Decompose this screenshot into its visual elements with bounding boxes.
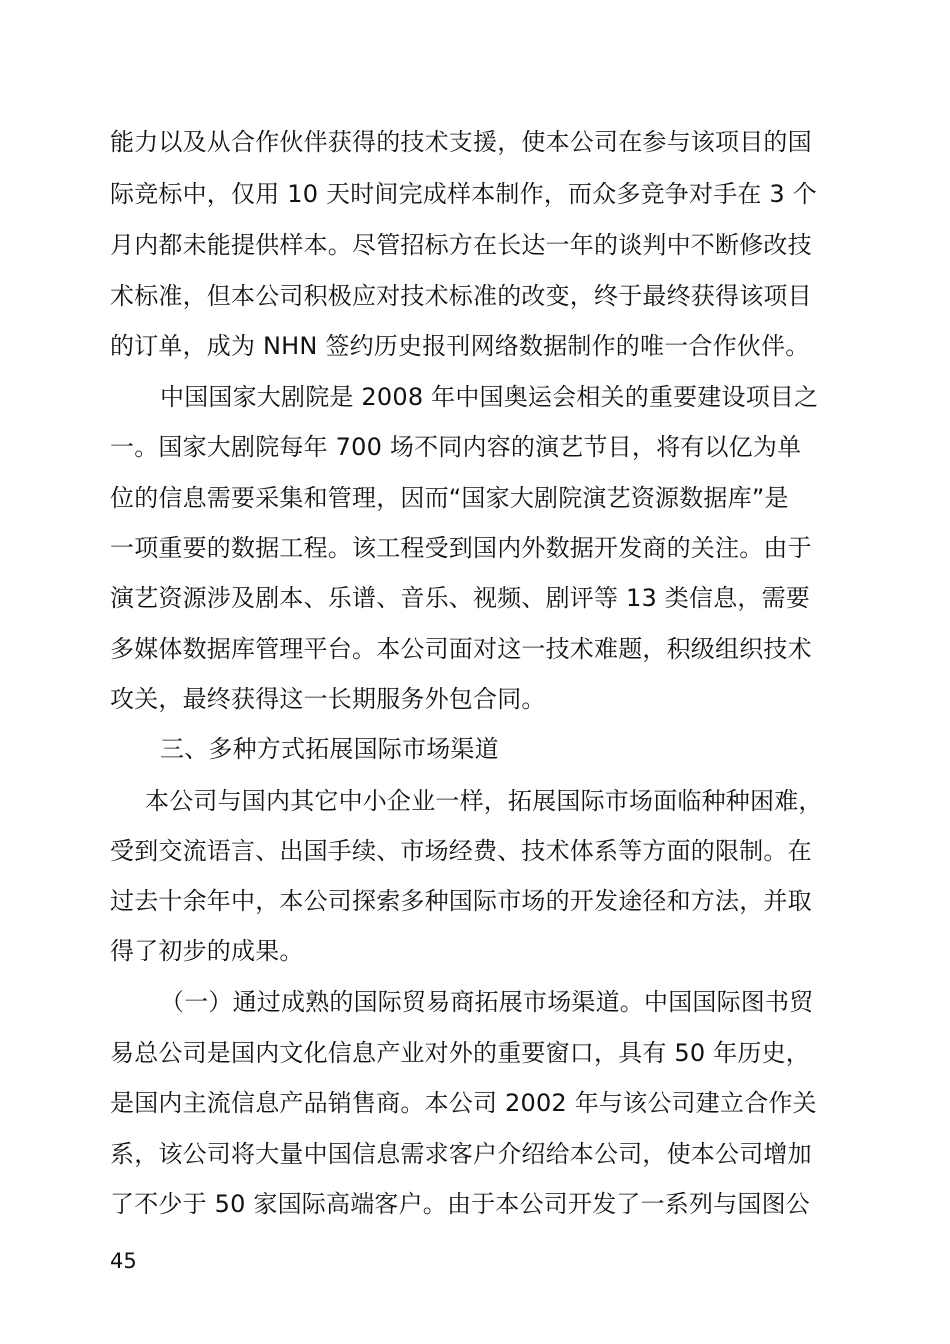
text-line: 术标准，但本公司积极应对技术标准的改变，终于最终获得该项目 — [110, 282, 812, 310]
paragraph-first-line: （一）通过成熟的国际贸易商拓展市场渠道。中国国际图书贸 — [160, 988, 814, 1016]
text-line: 一项重要的数据工程。该工程受到国内外数据开发商的关注。由于 — [110, 534, 812, 562]
text-line: 多媒体数据库管理平台。本公司面对这一技术难题，积级组织技术 — [110, 635, 812, 663]
text-line: 攻关，最终获得这一长期服务外包合同。 — [110, 685, 546, 713]
text-line: 演艺资源涉及剧本、乐谱、音乐、视频、剧评等 13 类信息，需要 — [110, 584, 810, 612]
text-line: 易总公司是国内文化信息产业对外的重要窗口，具有 50 年历史， — [110, 1039, 810, 1067]
text-line: 系，该公司将大量中国信息需求客户介绍给本公司，使本公司增加 — [110, 1140, 812, 1168]
paragraph-first-line: 本公司与国内其它中小企业一样，拓展国际市场面临种种困难， — [145, 787, 823, 815]
text-line: 际竞标中，仅用 10 天时间完成样本制作，而众多竞争对手在 3 个 — [110, 180, 817, 208]
text-line: 能力以及从合作伙伴获得的技术支援，使本公司在参与该项目的国 — [110, 128, 812, 156]
page-number: 45 — [110, 1249, 137, 1273]
section-heading: 三、多种方式拓展国际市场渠道 — [160, 735, 499, 763]
text-line: 得了初步的成果。 — [110, 937, 304, 965]
text-line: 受到交流语言、出国手续、市场经费、技术体系等方面的限制。在 — [110, 837, 812, 865]
text-line: 是国内主流信息产品销售商。本公司 2002 年与该公司建立合作关 — [110, 1089, 817, 1117]
text-line: 一。国家大剧院每年 700 场不同内容的演艺节目，将有以亿为单 — [110, 433, 802, 461]
paragraph-first-line: 中国国家大剧院是 2008 年中国奥运会相关的重要建设项目之 — [160, 383, 819, 411]
text-line: 的订单，成为 NHN 签约历史报刊网络数据制作的唯一合作伙伴。 — [110, 332, 810, 360]
text-line: 过去十余年中，本公司探索多种国际市场的开发途径和方法，并取 — [110, 887, 812, 915]
text-line: 了不少于 50 家国际高端客户。由于本公司开发了一系列与国图公 — [110, 1190, 810, 1218]
text-line: 位的信息需要采集和管理，因而“国家大剧院演艺资源数据库”是 — [110, 484, 789, 512]
text-line: 月内都未能提供样本。尽管招标方在长达一年的谈判中不断修改技 — [110, 231, 812, 259]
